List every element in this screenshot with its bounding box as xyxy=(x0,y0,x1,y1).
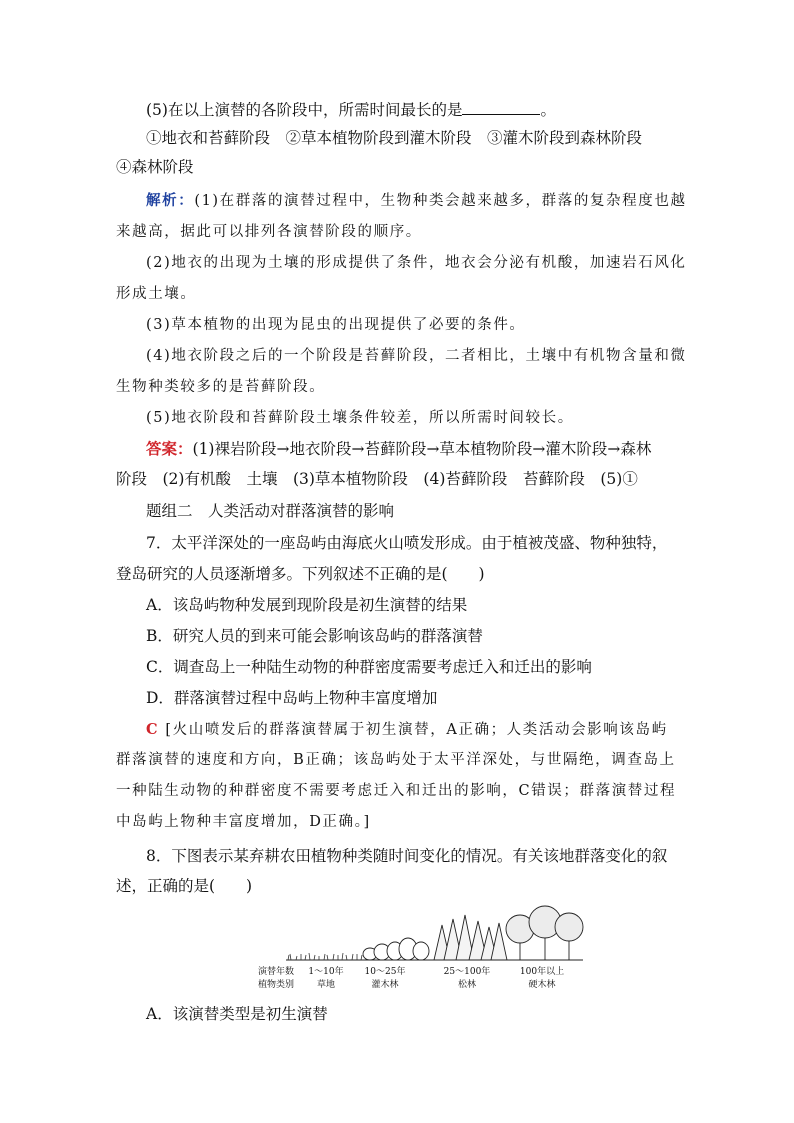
succession-figure xyxy=(258,905,588,995)
q8-stem-cont: 述，正确的是( ) xyxy=(116,877,253,895)
q7-explanation-4: 中岛屿上物种丰富度增加，D正确。] xyxy=(116,814,371,830)
q7-explanation-3: 一种陆生动物的种群密度不需要考虑迁入和迁出的影响，C错误；群落演替过程 xyxy=(116,783,677,799)
answer-line2: 阶段 (2)有机酸 土壤 (3)草本植物阶段 (4)苔藓阶段 苔藓阶段 (5)① xyxy=(116,470,638,488)
analysis-p2-cont: 形成土壤。 xyxy=(116,286,197,302)
stage-years: 1～10年 xyxy=(308,967,344,977)
stage-type: 松林 xyxy=(457,980,476,990)
q7-stem: 7．太平洋深处的一座岛屿由海底火山喷发形成。由于植被茂盛、物种独特， xyxy=(146,534,668,552)
pine-tree-icon xyxy=(434,915,507,960)
answer-tag: 答案： xyxy=(146,439,193,458)
q5-options-line2: ④森林阶段 xyxy=(116,158,194,176)
analysis-p2: (2)地衣的出现为土壤的形成提供了条件，地衣会分泌有机酸，加速岩石风化 xyxy=(146,255,687,271)
row-label-years: 演替年数 xyxy=(258,967,295,977)
q7-answer: C xyxy=(146,721,160,738)
stage-years: 100年以上 xyxy=(519,967,565,977)
grass-icon xyxy=(288,953,362,960)
analysis-p1-cont: 来越高，据此可以排列各演替阶段的顺序。 xyxy=(116,224,422,240)
hardwood-tree-icon xyxy=(506,906,583,960)
q7-option-d: D．群落演替过程中岛屿上物种丰富度增加 xyxy=(146,689,438,707)
q8-option-a: A．该演替类型是初生演替 xyxy=(146,1005,328,1023)
analysis-tag: 解析： xyxy=(146,192,195,209)
group2-title: 题组二 人类活动对群落演替的影响 xyxy=(146,502,395,520)
analysis-p4-cont: 生物种类较多的是苔藓阶段。 xyxy=(116,379,326,395)
stage-type: 草地 xyxy=(316,980,335,990)
analysis-p3: (3)草本植物的出现为昆虫的出现提供了必要的条件。 xyxy=(146,317,526,333)
analysis-p4: (4)地衣阶段之后的一个阶段是苔藓阶段，二者相比，土壤中有机物含量和微 xyxy=(146,348,687,364)
q5-options-line1: ①地衣和苔藓阶段 ②草本植物阶段到灌木阶段 ③灌木阶段到森林阶段 xyxy=(146,129,643,147)
row-label-type: 植物类别 xyxy=(258,980,295,990)
q7-option-a: A．该岛屿物种发展到现阶段是初生演替的结果 xyxy=(146,596,468,614)
succession-illustration xyxy=(258,905,588,965)
answer-line1: 答案：(1)裸岩阶段→地衣阶段→苔藓阶段→草本植物阶段→灌木阶段→森林 xyxy=(146,439,652,458)
stage-type: 灌木林 xyxy=(371,980,399,990)
shrub-icon xyxy=(363,938,429,960)
q7-stem-cont: 登岛研究的人员逐渐增多。下列叙述不正确的是( ) xyxy=(116,565,485,583)
q7-option-b: B．研究人员的到来可能会影响该岛屿的群落演替 xyxy=(146,627,483,645)
q7-explanation: C [火山喷发后的群落演替属于初生演替，A正确；人类活动会影响该岛屿 xyxy=(146,721,668,738)
q5-stem: (5)在以上演替的各阶段中，所需时间最长的是 。 xyxy=(146,101,556,119)
stage-years: 25～100年 xyxy=(443,967,491,977)
analysis-p5: (5)地衣阶段和苔藓阶段土壤条件较差，所以所需时间较长。 xyxy=(146,410,574,426)
answer-blank[interactable] xyxy=(462,100,540,115)
analysis-p1: 解析：(1)在群落的演替过程中，生物种类会越来越多，群落的复杂程度也越 xyxy=(146,192,687,209)
q7-option-c: C．调查岛上一种陆生动物的种群密度需要考虑迁入和迁出的影响 xyxy=(146,658,592,676)
q8-stem: 8．下图表示某弃耕农田植物种类随时间变化的情况。有关该地群落变化的叙 xyxy=(146,847,668,865)
stage-type: 硬木林 xyxy=(528,980,556,990)
q7-explanation-2: 群落演替的速度和方向，B正确；该岛屿处于太平洋深处，与世隔绝，调查岛上 xyxy=(116,752,676,768)
stage-years: 10～25年 xyxy=(364,967,406,977)
